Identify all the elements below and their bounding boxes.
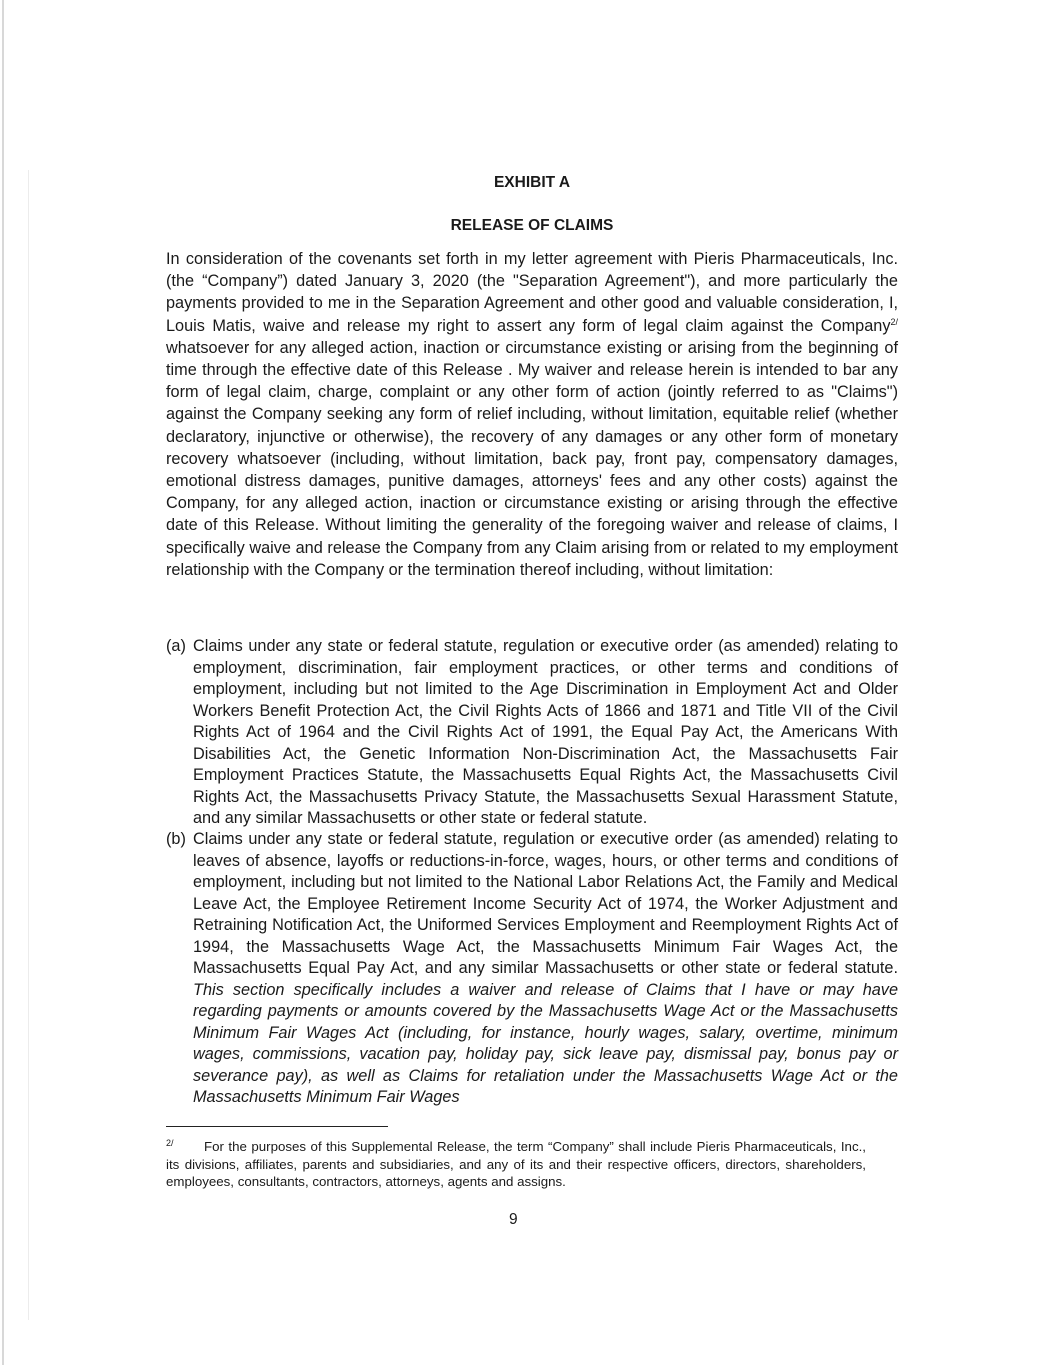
scan-edge-line	[2, 0, 4, 1365]
list-marker-b: (b)	[166, 830, 186, 848]
exhibit-heading: EXHIBIT A	[493, 174, 571, 191]
page-number: 9	[509, 1211, 518, 1228]
list-item-b-italic-text: This section specifically includes a waiver and release of Claims that I have or may have regarding payments or amounts covered by the Massachusetts Wage Act or the Massachusetts Minimum Fair Wages Act (including, for instance, hourly wages, salary, overtime, minimum wages, commissions, vacation pay, holiday pay, sick leave pay, dismissal pay, bonus pay or severance pay), as well as Claims for retaliation under the Massachusetts Wage Act or the Massachusetts Minimum Fair Wages	[193, 980, 898, 1106]
release-of-claims-heading: RELEASE OF CLAIMS	[450, 217, 614, 234]
list-item-b-text	[193, 829, 898, 1109]
list-marker-a: (a)	[166, 637, 186, 655]
intro-paragraph-part-2: whatsoever for any alleged action, inaction or circumstance existing or arising from the beginning of time through the effective date of this Release . My waiver and release herein is intended to bar any form of legal claim, charge, complaint or any other form of action (jointly referred to as "Claims") against the Company seeking any form of relief including, without limitation, equitable relief (whether declaratory, injunctive or otherwise), the recovery of any damages or any other form of monetary recovery whatsoever (including, without limitation, back pay, front pay, compensatory damages, emotional distress damages, punitive damages, attorneys' fees and any other costs) against the Company, for any alleged action, inaction or circumstance existing or arising through the effective date of this Release. Without limiting the generality of the foregoing waiver and release of claims, I specifically waive and release the Company from any Claim arising from or related to my employment relationship with the Company or the termination thereof including, without limitation:	[166, 338, 898, 579]
intro-paragraph-part-1: In consideration of the covenants set forth in my letter agreement with Pieris Pharmaceuticals, Inc. (the “Company”) dated January 3, 2020 (the "Separation Agreement"), and more particularly the payments provided to me in the Separation Agreement and other good and valuable consideration, I, Louis Matis, waive and release my right to assert any form of legal claim against the Company	[166, 250, 898, 335]
footnote-text: For the purposes of this Supplemental Release, the term “Company” shall include Pieris Pharmaceuticals, Inc., its divisions, affiliates, parents and subsidiaries, and any of its and their respective officers, directors, shareholders, employees, consultants, contractors, attorneys, agents and assigns.	[166, 1139, 866, 1189]
list-item-b-regular-text: Claims under any state or federal statute, regulation or executive order (as amended) relating to leaves of absence, layoffs or reductions-in-force, wages, hours, or other terms and conditions of employment, including but not limited to the National Labor Relations Act, the Family and Medical Leave Act, the Employee Retirement Income Security Act of 1974, the Worker Adjustment and Retraining Notification Act, the Uniformed Services Employment and Reemployment Rights Act of 1994, the Massachusetts Wage Act, the Massachusetts Minimum Fair Wages Act, the Massachusetts Equal Pay Act, and any similar Massachusetts or other state or federal statute.	[193, 830, 898, 977]
footnote: 2/ For the purposes of this Supplemental Release, the term “Company” shall include Pieris Pharmaceuticals, Inc., its divisions, affiliates, parents and subsidiaries, and any of its and their respective officers, directors, shareholders, employees, consultants, contractors, attorneys, agents and assigns.	[166, 1138, 866, 1189]
list-item-b	[166, 829, 898, 1109]
intro-paragraph	[166, 248, 898, 581]
scan-shadow-line	[28, 170, 29, 1320]
footnote-reference: 2/	[890, 316, 898, 327]
list-item-a	[166, 636, 898, 830]
list-item-a-text: Claims under any state or federal statute, regulation or executive order (as amended) relating to employment, discrimination, fair employment practices, or other terms and conditions of employment, including but not limited to the Age Discrimination in Employment Act and Older Workers Benefit Protection Act, the Civil Rights Acts of 1866 and 1871 and Title VII of the Civil Rights Act of 1964 and the Civil Rights Act of 1991, the Equal Pay Act, the Americans With Disabilities Act, the Genetic Information Non-Discrimination Act, the Massachusetts Fair Employment Practices Statute, the Massachusetts Equal Rights Act, the Massachusetts Civil Rights Act, the Massachusetts Privacy Statute, the Massachusetts Sexual Harassment Statute, and any similar Massachusetts or other state or federal statute.	[193, 637, 898, 827]
footnote-separator	[166, 1126, 388, 1127]
